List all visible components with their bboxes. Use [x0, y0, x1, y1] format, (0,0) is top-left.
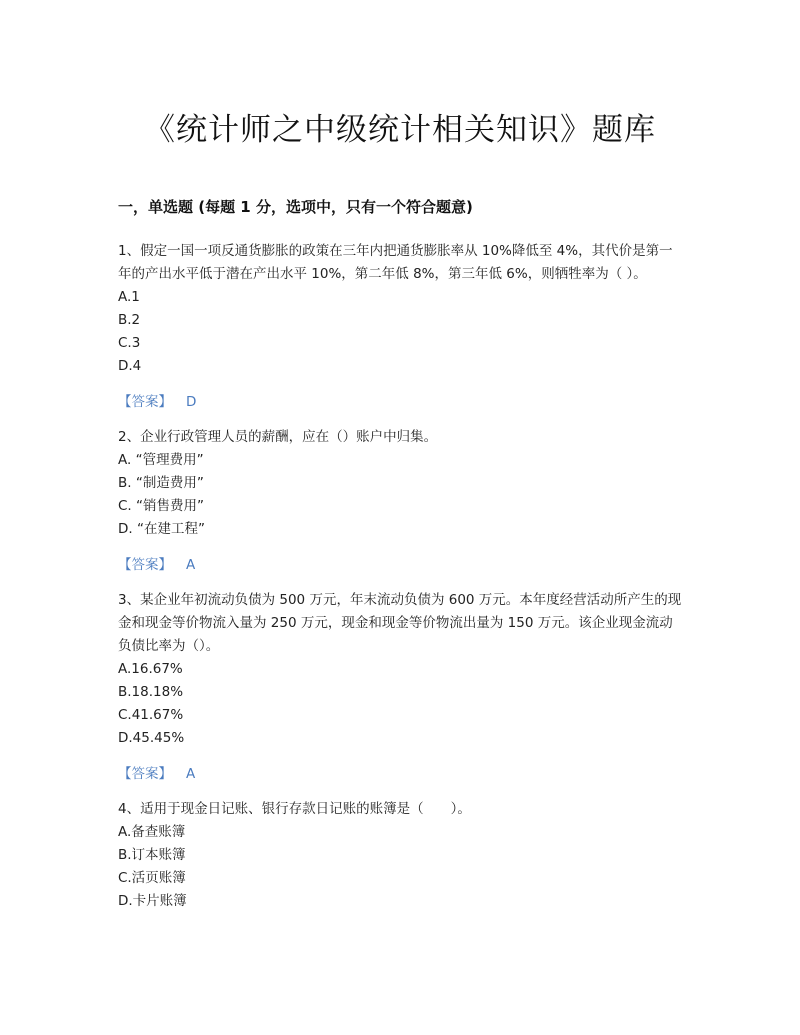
option-b: B. “制造费用”: [118, 475, 204, 491]
answer-line: [118, 553, 684, 577]
option-c: C.活页账簿: [118, 870, 186, 886]
option-d: D.45.45%: [118, 730, 185, 746]
answer-line: [118, 390, 684, 414]
option-b: B.2: [118, 312, 141, 328]
question-stem: 4、适用于现金日记账、银行存款日记账的账簿是（ ）。: [118, 801, 471, 817]
option-a: A.16.67%: [118, 661, 183, 677]
option-c: C.3: [118, 335, 141, 351]
answer-value: D: [186, 394, 197, 410]
question-2: [118, 426, 684, 577]
answer-value: A: [186, 766, 196, 782]
option-c: C.41.67%: [118, 707, 184, 723]
option-b: B.18.18%: [118, 684, 184, 700]
option-b: B.订本账簿: [118, 847, 186, 863]
answer-label: 【答案】: [118, 557, 172, 573]
section-heading: 一，单选题 (每题 1 分，选项中，只有一个符合题意): [118, 198, 473, 216]
option-a: A.备查账簿: [118, 824, 186, 840]
question-4: [118, 798, 684, 913]
question-1: [118, 240, 684, 414]
option-c: C. “销售费用”: [118, 498, 204, 514]
answer-value: A: [186, 557, 196, 573]
answer-label: 【答案】: [118, 766, 172, 782]
option-d: D.4: [118, 358, 142, 374]
question-stem: 1、假定一国一项反通货膨胀的政策在三年内把通货膨胀率从 10%降低至 4%，其代价是第一年的产出水平低于潜在产出水平 10%，第二年低 8%，第三年低 6%，则牺牲率为（ ）。: [118, 243, 673, 282]
answer-label: 【答案】: [118, 394, 172, 410]
question-stem: 3、某企业年初流动负债为 500 万元，年末流动负债为 600 万元。本年度经营活动所产生的现金和现金等价物流入量为 250 万元，现金和现金等价物流出量为 150 万元。该企业现金流动负债比率为（）。: [118, 592, 682, 654]
option-d: D. “在建工程”: [118, 521, 205, 537]
question-stem: 2、企业行政管理人员的薪酬，应在（）账户中归集。: [118, 429, 438, 445]
question-3: [118, 589, 684, 786]
question-list: [118, 240, 684, 925]
option-d: D.卡片账簿: [118, 893, 187, 909]
document-title: 《统计师之中级统计相关知识》题库: [144, 112, 656, 148]
option-a: A.1: [118, 289, 140, 305]
answer-line: [118, 762, 684, 786]
option-a: A. “管理费用”: [118, 452, 204, 468]
